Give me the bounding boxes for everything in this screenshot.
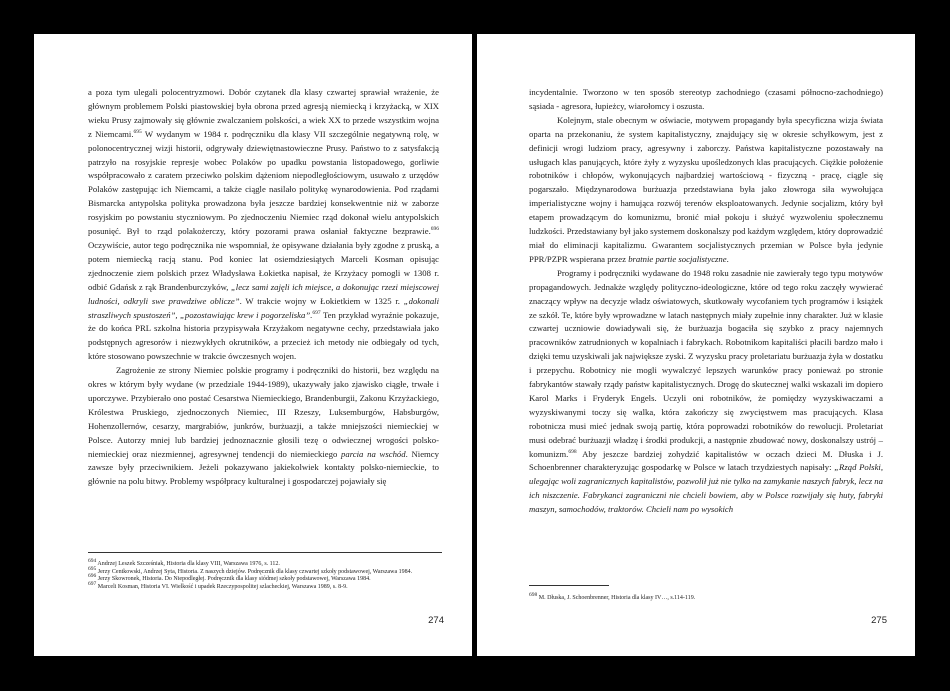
italic-text: „Rząd Polski, ulegając woli zagranicznych kapitalistów, pozwolił już nie tylko na zamykanie naszych fabryk, lecz na ich niszczenie. Fabrykanci zagraniczni nie chcieli bowiem, aby w Polsce rozwijały się huty, fabryki maszyn, samochodów, traktorów. Chcieli nam po wysokich: [529, 462, 884, 515]
footnote-number: 697: [88, 580, 97, 587]
footnote-ref: 696: [430, 226, 439, 233]
italic-text: „dokonali straszliwych spustoszeń”, „pozostawiając krew i pogorzeliska”.: [88, 295, 439, 320]
text-run: Zagrożenie ze strony Niemiec polskie programy i podręczniki do historii, bez względu na okres w którym były wydane (w przedziale 1944-1989), ukazywały jako zjawisko ciągłe, trwałe i uporczywe. Przybierało ono postać Cesarstwa Niemieckiego, Brandenburgii, Zakonu Krzyżackiego, Królestwa Pruskiego, zjednoczonych Niemiec, III Rzeszy, Luksemburgów, Habsburgów, Hohenzollernów, cesarzy, margrabiów, junkrów, burżuazji, a także mniejszości niemieckiej w Polsce. Autorzy mniej lub bardziej jednoznacznie głosili tezę o odwiecznej wrogości polsko-niemieckiej oraz niezmiennej, agresywnej tendencji do niemieckiego: [88, 365, 439, 459]
footnote-ref: 695: [133, 128, 142, 135]
footnote: [529, 592, 883, 603]
paragraph: [529, 267, 883, 517]
left-page: [34, 34, 472, 656]
paragraph: [529, 86, 883, 114]
italic-text: „lecz sami zajęli ich miejsce, a dokonując rzezi miejscowej ludności, odkryli swe prawdziwe oblicze”: [88, 281, 439, 306]
footnote-number: 694: [88, 558, 97, 564]
right-page-footnotes: [529, 592, 883, 603]
footnote: [88, 558, 439, 569]
text-run: . Niemcy zawsze były przeciwnikiem. Jeżeli pokazywano jakiekolwiek kontakty polsko-niemieckie, to głównie na polu bitwy. Problemy współpracy kulturalnej i gospodarczej pojawiały się: [88, 448, 440, 487]
italic-text: parcia na wschód: [341, 448, 406, 459]
text-run: .: [726, 253, 729, 264]
italic-text: bratnie partie socjalistyczne: [628, 253, 727, 264]
left-page-body: [88, 86, 439, 489]
text-run: Aby jeszcze bardziej zohydzić kapitalistów w oczach dzieci M. Dłuska i J. Schoenbrenner charakteryzując gospodarkę w Polsce w latach trzydziestych napisały:: [529, 448, 883, 473]
paragraph: [529, 114, 883, 267]
footnote-number: 698: [529, 592, 538, 598]
footnote-separator: [529, 585, 609, 586]
footnote-text: Andrzej Leszek Szcześniak, Historia dla klasy VIII, Warszawa 1976, s. 112.: [96, 561, 280, 567]
text-run: a poza tym ulegali polocentryzmowi. Dobór czytanek dla klasy czwartej sprawiał wrażenie, że głównym problemem Polski piastowskiej była obrona przed agresją niemiecką i krzyżacką, w XIX wieku Prusy zajmowały się głównie zwalczaniem polskości, a wiek XX to przede wszystkim wojna z Niemcami.: [88, 87, 439, 139]
text-run: incydentalnie. Tworzono w ten sposób stereotyp zachodniego (czasami północno-zachodniego) sąsiada - agresora, łupieżcy, wiarołomcy i oszusta.: [529, 87, 883, 111]
footnote-text: Jerzy Skowronek, Historia. Do Niepodległej. Podręcznik dla klasy siódmej szkoły podstawowej, Warszawa 1984.: [96, 576, 371, 583]
text-run: . W trakcie wojny w Łokietkiem w 1325 r.: [239, 295, 404, 306]
footnote: [88, 580, 439, 592]
footnote-number: 696: [88, 573, 97, 580]
footnote-separator: [88, 552, 442, 553]
paragraph: [88, 364, 439, 489]
footnote-ref: 697: [312, 309, 321, 316]
footnote-ref: 698: [568, 448, 577, 455]
page-number: 274: [428, 615, 444, 626]
footnote-text: M. Dłuska, J. Schoenbrenner, Historia dla klasy IV…, s.114-119.: [537, 595, 696, 601]
footnote-number: 695: [88, 565, 97, 572]
text-run: Oczywiście, autor tego podręcznika nie wspomniał, że opisywane działania były zgodne z pruską, a potem niemiecką racją stanu. Pod koniec lat osiemdziesiątych Marceli Kosman opisując zjednoczenie ziem polskich przez Władysława Łokietka napisał, że Krzyżacy pomogli w 1308 r. odbić Gdańsk z rąk Brandenburczyków,: [88, 239, 439, 292]
text-run: Kolejnym, stale obecnym w oświacie, motywem propagandy była specyficzna wizja świata oparta na przekonaniu, że system kapitalistyczny, znajdujący się w okresie schyłkowym, jest z definicji wrogi ludziom pracy, agresywny i zaborczy. Państwa kapitalistyczne pozostawały na usługach klas panujących, które żyły z wyzysku upośledzonych klas pracujących. Ciężkie położenie robotników i chłopów, wykonujących najbardziej wartościową - fizyczną - pracę, ciągle się pogarszało. Międzynarodowa burżuazja przedstawiana była jako złowroga siła wywołująca imperialistyczne wojny i hamująca rozwój terenów eksploatowanych. Jedynie socjalizm, który był etapem prowadzącym do komunizmu, bronić miał pokoju i służyć wyzwoleniu społecznemu ludzkości. Przedstawiany był jako systemem doskonalszy pod każdym względem, który doprowadzić miał do eliminacji kapitalizmu. Gwarantem socjalistycznych przemian w Polsce była jedynie PPR/PZPR wspierana przez: [529, 114, 883, 264]
text-run: Ten przykład wyraźnie pokazuje, że do końca PRL szkolna historia przypisywała Krzyżakom negatywne cechy, przedstawiała jako podstępnych agresorów i niezwykłych okrutników, a przecież ich metody nie odbiegały od tych, które stosowano powszechnie w trakcie ówczesnych wojen.: [88, 309, 440, 362]
right-page-body: [529, 86, 883, 517]
left-page-footnotes: [88, 558, 439, 591]
footnote: [88, 573, 439, 584]
page-number: 275: [871, 615, 887, 626]
right-page: [477, 34, 915, 656]
paragraph: [88, 86, 439, 364]
footnote-text: Marceli Kosman, Historia VI. Wielkość i upadek Rzeczypospolitej szlacheckiej, Warszawa 1989, s. 8-9.: [96, 583, 348, 590]
footnote-text: Jerzy Centkowski, Andrzej Syta, Historia. Z naszych dziejów. Podręcznik dla klasy czwartej szkoły podstawowej, Warszawa 1984.: [96, 568, 413, 575]
text-run: W wydanym w 1984 r. podręczniku dla klasy VII szczególnie negatywną rolę, w polonocentrycznej wizji historii, odgrywały dziewiętnastowieczne Prusy. Państwo to z satysfakcją patrzyło na rosyjskie represje wobec Polaków po upadku powstania listopadowego, gorliwie współpracowało z caratem przeciwko polskim dążeniom niepodległościowym, usuwało z urzędów Polaków zastępując ich Niemcami, a także ciągle nasilało politykę wynarodowienia. Pod rządami Bismarcka antypolska polityka prowadzona była jeszcze bardziej konsekwentnie niż w zaborze rosyjskim po powstaniu styczniowym. Po zjednoczeniu Niemiec rząd dokonał wielu antypolskich posunięć. Był to rząd polakożerczy, który pozorami prawa osłaniał faktyczne bezprawie.: [88, 128, 439, 237]
text-run: Programy i podręczniki wydawane do 1948 roku zasadnie nie zawierały tego typu motywów propagandowych. Jednakże względy polityczno-ideologiczne, które od tego roku zaczęły wywierać znaczący wpływ na decyzje władz oświatowych, skutkowały wycofaniem tych programów i książek ze szkół. Te, które były wprowadzne w latach następnych miały zupełnie inny charakter. Już w klasie czwartej uczniowie dowiadywali się, że burżuazja bogaciła się szybko z pracy najemnych pracowników zatrudnionych w kopalniach i fabrykach. Robotnikom kapitaliści płacili bardzo mało i dzięki temu uzyskiwali jak największe zyski. Z wyzysku pracy proletariatu burżuazja żyła w dostatku i przepychu. Robotnicy nie mogli wywalczyć lepszych warunków pracy ponieważ po stronie fabrykantów stawały rządy państw kapitalistycznych. Drogę do skutecznej walki wskazali im dopiero Karol Marks i Fryderyk Engels. Uczyli oni robotników, że pomiędzy wyzyskiwaczami a wyzyskiwanymi toczy się walka, która zakończy się zwycięstwem mas pracujących. Klasa robotnicza musi mieć jednak swoją partię, która poprowadzi robotników do rewolucji. Proletariat musi odebrać burżuazji władzę i środki produkcji, a następnie zbudować nowy, doskonalszy ustrój – komunizm.: [529, 267, 883, 459]
